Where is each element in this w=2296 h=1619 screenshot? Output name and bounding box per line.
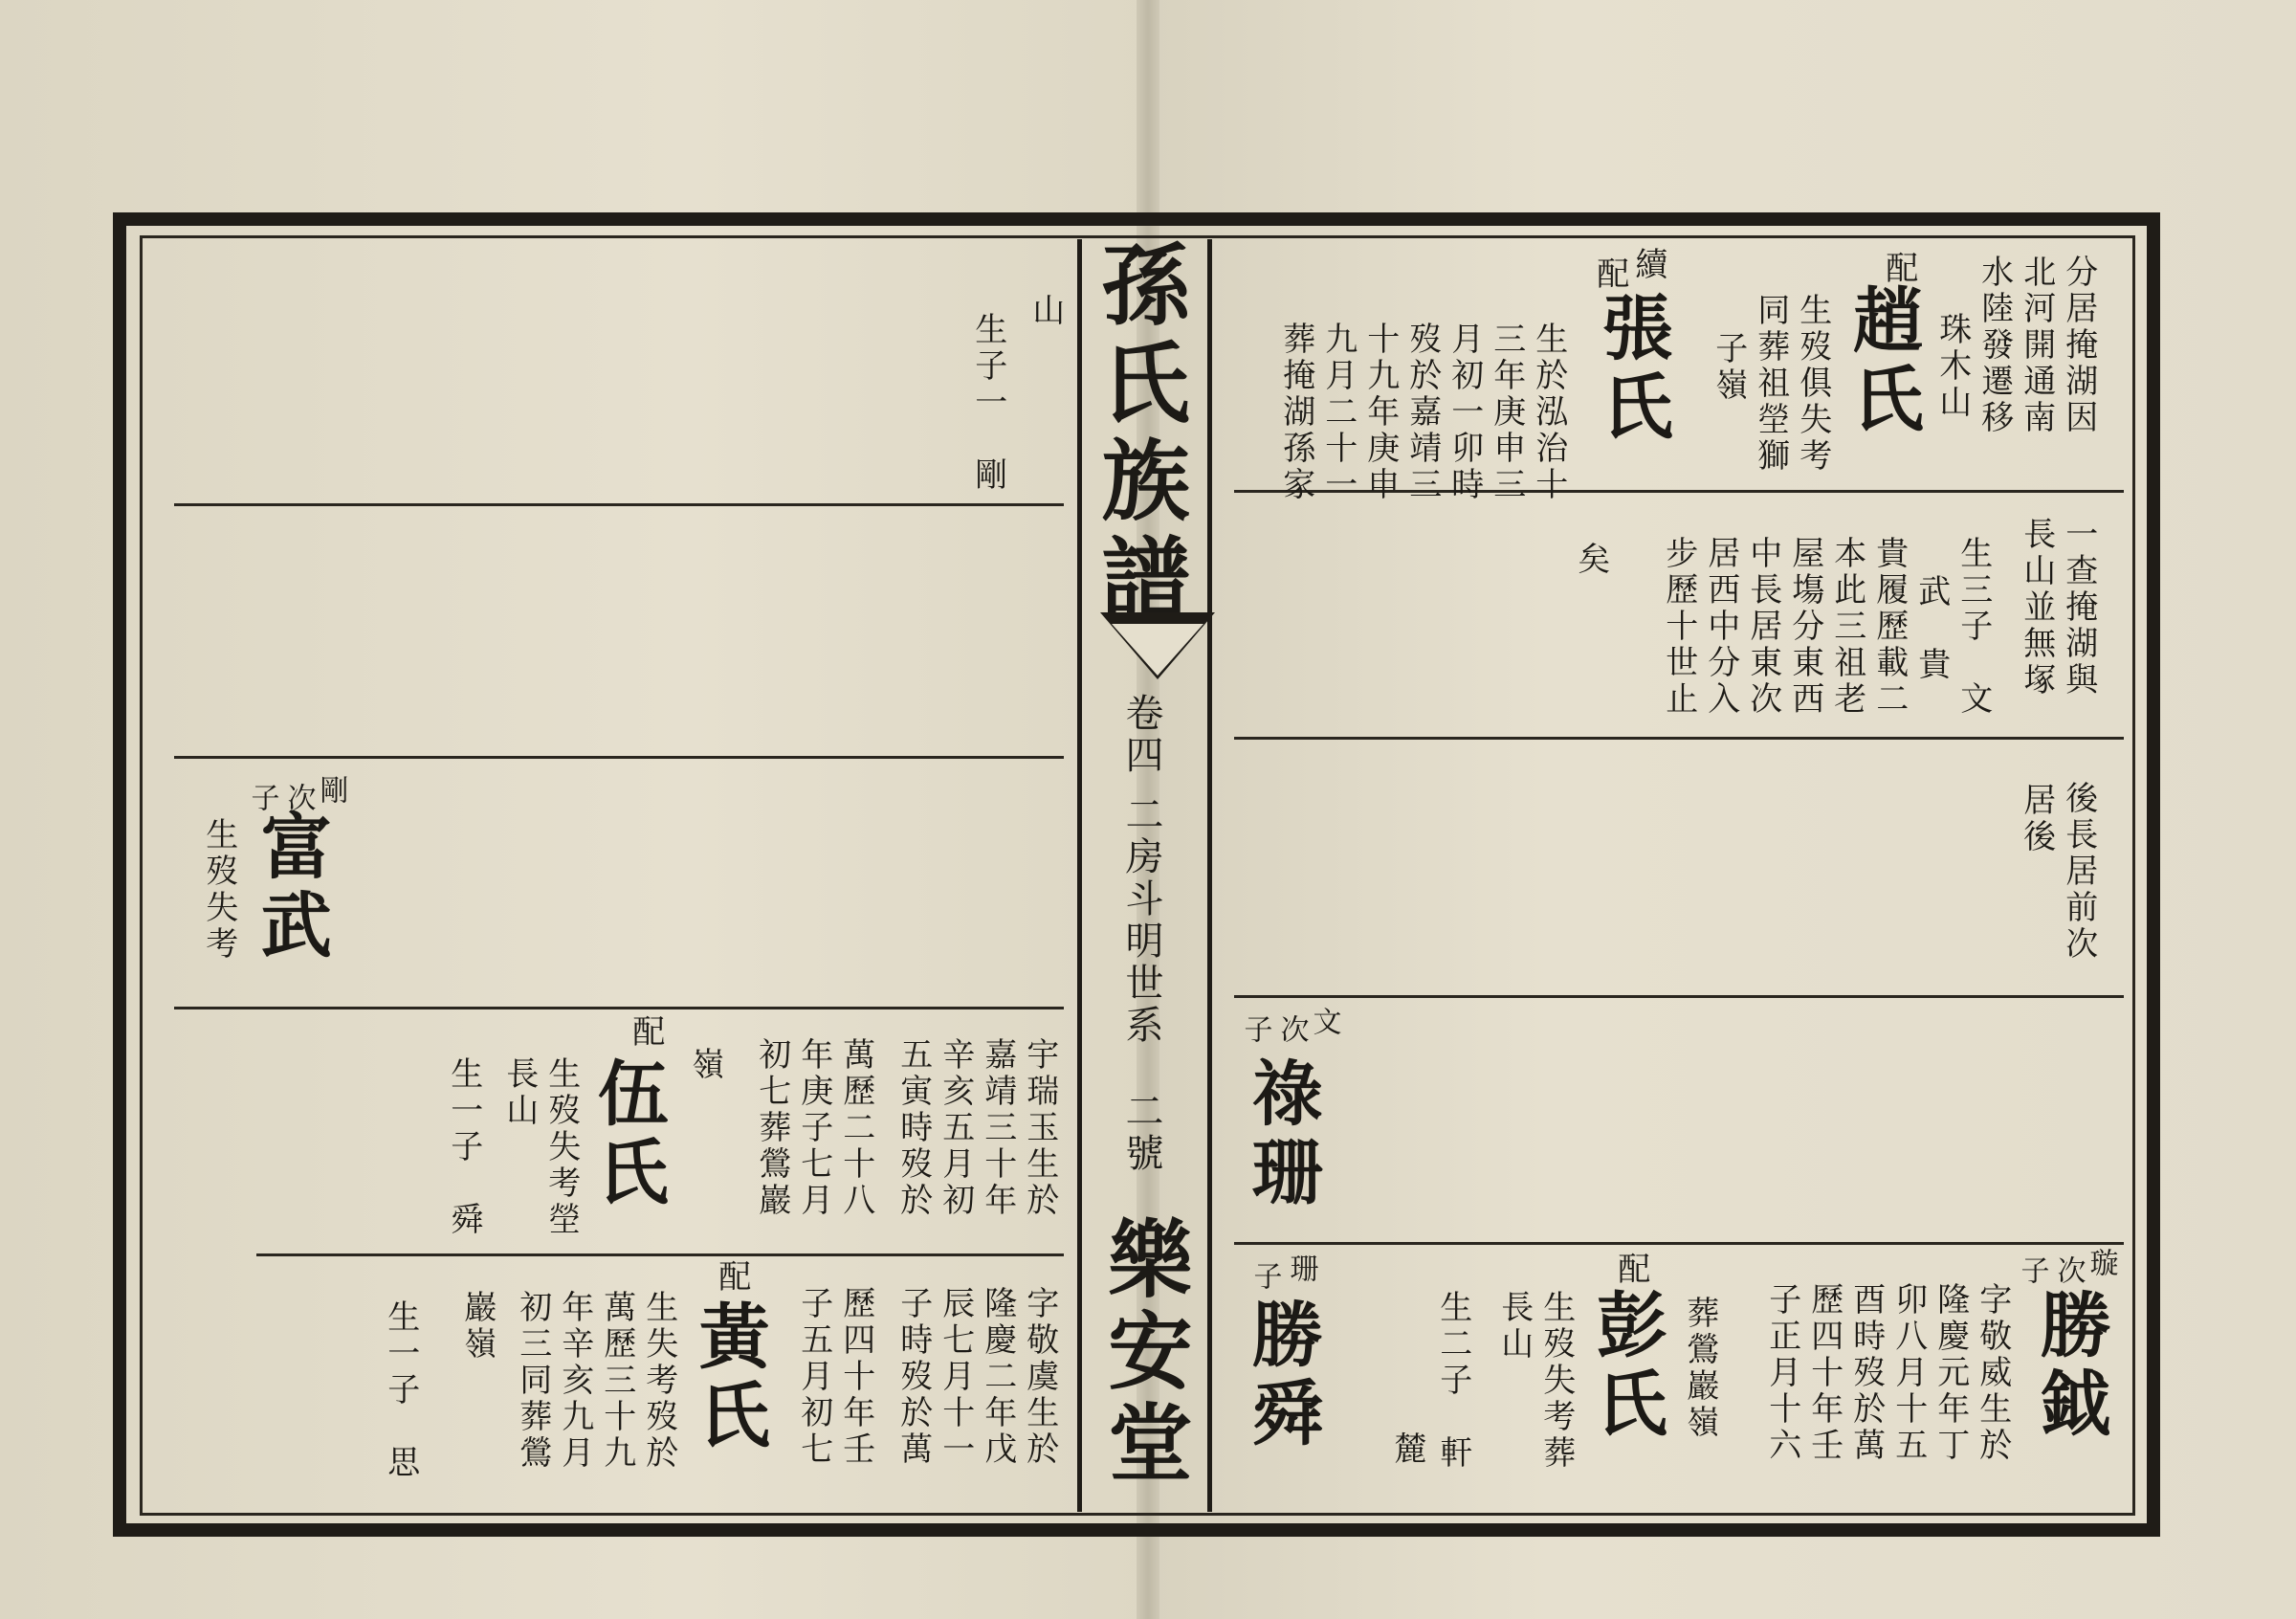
page-number-label: 二號: [1119, 1091, 1163, 1175]
text-column: 矣: [1571, 542, 1610, 578]
left-divider-4: [256, 1253, 1064, 1256]
text-column: 嶺: [685, 1047, 724, 1083]
text-column: 子嶺: [1709, 331, 1748, 404]
spouse-name-zhao: 趙氏: [1841, 283, 1924, 440]
text-column: 同葬祖塋獅: [1751, 293, 1790, 475]
text-column: 初七葬鶯巖: [752, 1037, 791, 1219]
spouse-marker: 配: [1590, 256, 1629, 293]
right-divider-3: [1234, 995, 2124, 998]
text-column: 巖嶺: [457, 1290, 497, 1363]
text-column: 九月二十一: [1318, 322, 1358, 503]
text-column: 貴履歷載二: [1869, 536, 1909, 718]
text-column: 酉時歿於萬: [1846, 1282, 1886, 1464]
left-divider-3: [174, 1007, 1064, 1009]
text-column: 生歿失考塋: [541, 1056, 581, 1238]
son-marker: 子: [245, 783, 279, 815]
text-column: 武 貴: [1911, 574, 1951, 683]
text-column: 生歿失考葬: [1536, 1290, 1576, 1472]
text-column: 生一子 思: [381, 1299, 420, 1481]
father-name: 璇: [2084, 1248, 2118, 1280]
text-column: 子五月初七: [794, 1286, 833, 1468]
volume-label: 卷四: [1119, 693, 1163, 777]
text-column: 歷四十年壬: [836, 1286, 875, 1468]
text-column: 月初一卯時: [1445, 322, 1484, 503]
birth-rank: 次: [1274, 1014, 1309, 1047]
son-marker: 子: [1247, 1261, 1282, 1294]
person-name-shengyue: 勝鉞: [2028, 1288, 2111, 1445]
text-column: 珠木山: [1932, 312, 1972, 421]
text-column: 年庚子七月: [794, 1037, 833, 1219]
text-column: 歿於嘉靖三: [1402, 322, 1442, 503]
text-column: 葬掩湖孫家: [1276, 322, 1315, 503]
text-column: 子時歿於萬: [894, 1286, 933, 1468]
text-column: 步歷十世止: [1659, 536, 1698, 718]
text-column: 子正月十六: [1762, 1282, 1801, 1464]
father-name: 剛: [314, 775, 348, 808]
hall-name: 樂安堂: [1094, 1215, 1195, 1491]
fishtail-mark-inner: [1112, 624, 1203, 676]
father-name: 文: [1307, 1007, 1341, 1039]
text-column: 五寅時歿於: [894, 1037, 933, 1219]
son-marker: 子: [2015, 1255, 2049, 1288]
spouse-name-wu: 伍氏: [585, 1056, 669, 1213]
person-name-lushan: 祿珊: [1240, 1056, 1323, 1213]
text-column: 嘉靖三十年: [978, 1037, 1017, 1219]
continued-marker: 續: [1628, 247, 1667, 283]
text-column: 字敬威生於: [1973, 1282, 2012, 1464]
left-divider-1: [174, 503, 1064, 506]
text-column: 後長居前次: [2059, 781, 2098, 963]
spouse-name-zhang: 張氏: [1590, 291, 1673, 448]
text-column: 水陸發遷移: [1975, 255, 2014, 436]
text-column: 生子一 剛: [968, 312, 1007, 494]
text-column: 屋塲分東西: [1785, 536, 1824, 718]
right-divider-2: [1234, 737, 2124, 740]
text-column: 十九年庚申: [1360, 322, 1400, 503]
text-column: 本此三祖老: [1827, 536, 1866, 718]
text-column: 字敬虞生於: [1020, 1286, 1059, 1468]
text-column: 生三子 文: [1954, 536, 1993, 718]
text-column: 年辛亥九月: [555, 1290, 594, 1472]
text-column: 一查掩湖與: [2059, 517, 2098, 699]
birth-rank: 次: [2051, 1255, 2086, 1288]
text-column: 分居掩湖因: [2059, 255, 2098, 436]
text-column: 長山: [499, 1056, 539, 1129]
son-marker: 子: [1238, 1014, 1272, 1047]
genealogy-title: 孫氏族譜: [1087, 239, 1191, 630]
text-column: 辰七月十一: [936, 1286, 975, 1468]
text-column: 隆慶二年戊: [978, 1286, 1017, 1468]
text-column: 長山並無塚: [2017, 517, 2056, 699]
center-column-right-border: [1207, 239, 1212, 1512]
text-column: 山: [1026, 293, 1065, 329]
person-name-fuwu: 富武: [249, 810, 332, 966]
right-divider-4: [1234, 1242, 2124, 1245]
text-column: 中長居東次: [1743, 536, 1782, 718]
text-column: 麓: [1387, 1431, 1426, 1468]
spouse-name-peng: 彭氏: [1584, 1288, 1667, 1445]
section-label: 二房斗明世系: [1119, 794, 1163, 1047]
text-column: 生二子 軒: [1433, 1290, 1472, 1472]
text-column: 萬歷二十八: [836, 1037, 875, 1219]
text-column: 三年庚申三: [1487, 322, 1526, 503]
left-divider-2: [174, 756, 1064, 759]
person-name-shengshun: 勝舜: [1240, 1297, 1323, 1454]
spouse-marker: 配: [626, 1014, 665, 1051]
text-column: 生一子 舜: [444, 1056, 483, 1238]
text-column: 居後: [2017, 783, 2056, 855]
spouse-marker: 配: [1879, 251, 1918, 287]
text-column: 生失考歿於: [639, 1290, 678, 1472]
text-column: 辛亥五月初: [936, 1037, 975, 1219]
text-column: 初三同葬鶯: [513, 1290, 552, 1472]
text-column: 居西中分入: [1701, 536, 1740, 718]
spouse-marker: 配: [1611, 1252, 1650, 1288]
text-column: 歷四十年壬: [1804, 1282, 1843, 1464]
birth-rank: 次: [281, 783, 316, 815]
text-column: 葬鶯巖嶺: [1680, 1296, 1719, 1441]
spouse-name-huang: 黃氏: [687, 1299, 770, 1456]
text-column: 長山: [1494, 1290, 1534, 1363]
text-column: 萬歷三十九: [597, 1290, 636, 1472]
text-column: 生歿俱失考: [1793, 293, 1832, 475]
text-column: 生歿失考: [199, 817, 238, 963]
text-column: 宇瑞玉生於: [1020, 1037, 1059, 1219]
father-name: 珊: [1284, 1253, 1318, 1286]
text-column: 隆慶元年丁: [1931, 1282, 1970, 1464]
text-column: 生於泓治十: [1529, 322, 1568, 503]
center-column-left-border: [1077, 239, 1082, 1512]
text-column: 北河開通南: [2017, 255, 2056, 436]
spouse-marker: 配: [712, 1259, 751, 1296]
text-column: 卯八月十五: [1888, 1282, 1928, 1464]
